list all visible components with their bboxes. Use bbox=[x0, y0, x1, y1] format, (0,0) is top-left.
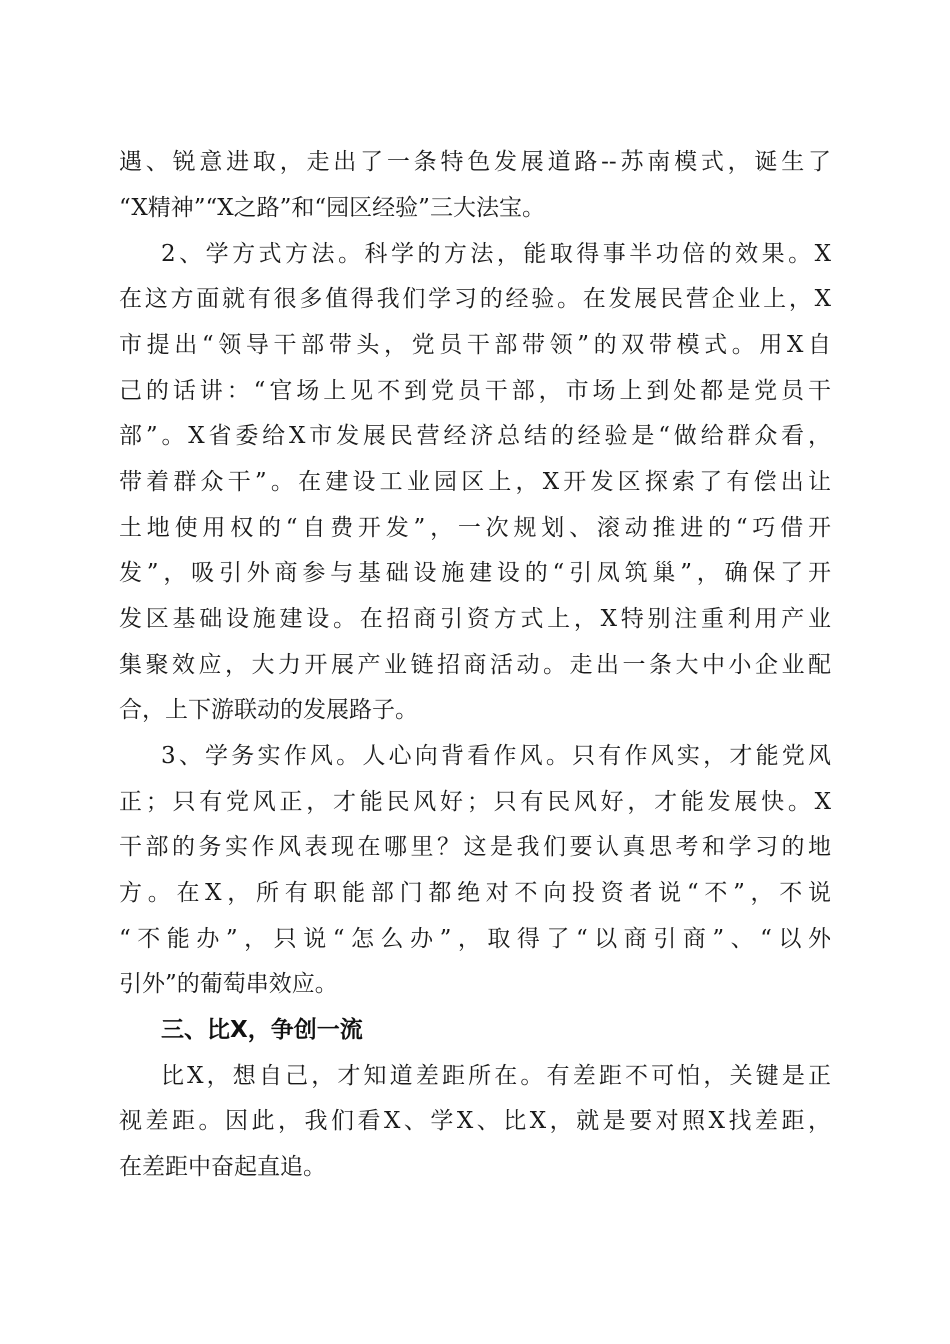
paragraph-line: 合，上下游联动的发展路子。 bbox=[119, 697, 418, 723]
paragraph-line: 在差距中奋起直追。 bbox=[119, 1154, 326, 1180]
paragraph-line: 己的话讲：“官场上见不到党员干部，市场上到处都是党员干 bbox=[119, 378, 831, 404]
paragraph-line: 发”，吸引外商参与基础设施建设的“引凤筑巢”，确保了开 bbox=[119, 560, 831, 586]
paragraph-line: “不能办”，只说“怎么办”，取得了“以商引商”、“以外 bbox=[119, 926, 831, 952]
paragraph-line: 部”。X省委给X市发展民营经济总结的经验是“做给群众看， bbox=[119, 423, 831, 449]
paragraph-line: 视差距。因此，我们看X、学X、比X，就是要对照X找差距， bbox=[119, 1108, 831, 1134]
paragraph-line: 发区基础设施建设。在招商引资方式上，X特别注重利用产业 bbox=[119, 606, 831, 632]
paragraph-line: 引外”的葡萄串效应。 bbox=[119, 971, 338, 997]
paragraph-line: 遇、锐意进取，走出了一条特色发展道路--苏南模式，诞生了 bbox=[119, 149, 831, 175]
section-heading: 三、比X，争创一流 bbox=[161, 1017, 363, 1043]
paragraph-line: “X精神”“X之路”和“园区经验”三大法宝。 bbox=[119, 195, 545, 221]
paragraph-line: 正；只有党风正，才能民风好；只有民风好，才能发展快。X bbox=[119, 789, 831, 815]
paragraph-line: 在这方面就有很多值得我们学习的经验。在发展民营企业上，X bbox=[119, 286, 831, 312]
paragraph-line: 方。在X，所有职能部门都绝对不向投资者说“不”，不说 bbox=[119, 880, 831, 906]
paragraph-line: 3、学务实作风。人心向背看作风。只有作风实，才能党风 bbox=[161, 743, 831, 769]
paragraph-line: 市提出“领导干部带头，党员干部带领”的双带模式。用X自 bbox=[119, 332, 831, 358]
paragraph-line: 比X，想自己，才知道差距所在。有差距不可怕，关键是正 bbox=[161, 1063, 831, 1089]
paragraph-line: 集聚效应，大力开展产业链招商活动。走出一条大中小企业配 bbox=[119, 652, 831, 678]
paragraph-line: 土地使用权的“自费开发”，一次规划、滚动推进的“巧借开 bbox=[119, 515, 831, 541]
paragraph-line: 2、学方式方法。科学的方法，能取得事半功倍的效果。X bbox=[161, 241, 831, 267]
paragraph-line: 干部的务实作风表现在哪里？这是我们要认真思考和学习的地 bbox=[119, 834, 831, 860]
paragraph-line: 带着群众干”。在建设工业园区上，X开发区探索了有偿出让 bbox=[119, 469, 831, 495]
